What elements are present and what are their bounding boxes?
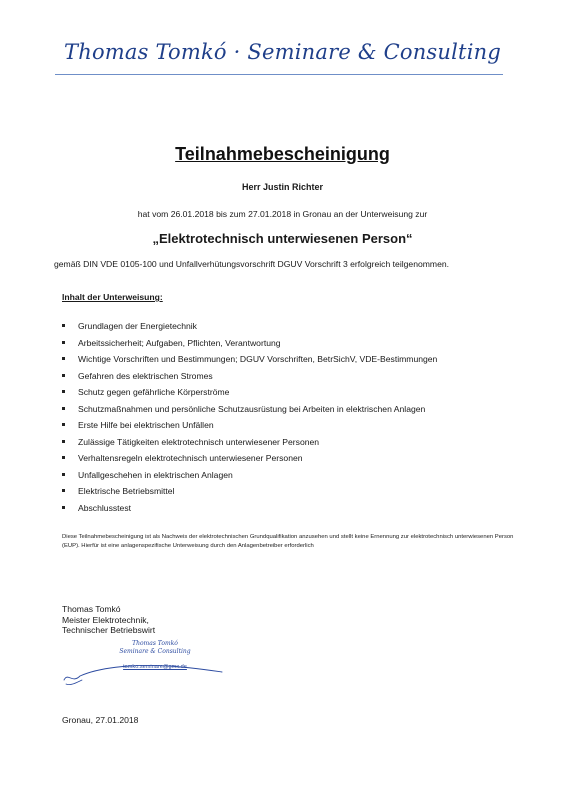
stamp-email: tomko.seminare@gmx.de — [123, 664, 187, 670]
list-item — [62, 351, 437, 368]
list-item — [62, 368, 437, 385]
list-item-label: Verhaltensregeln elektrotechnisch unterwiesener Personen — [78, 453, 303, 463]
stamp-line-1: Thomas Tomkó — [132, 640, 178, 647]
list-item-label: Arbeitssicherheit; Aufgaben, Pflichten, Verantwortung — [78, 337, 281, 348]
bullet-icon — [62, 440, 65, 443]
list-item-label: Abschlusstest — [78, 502, 132, 513]
signatory-name: Thomas Tomkó — [62, 604, 121, 614]
list-item — [62, 401, 437, 418]
signatory-block — [62, 604, 155, 636]
list-item — [62, 384, 437, 401]
qualification-title: „Elektrotechnisch unterwiesenen Person“ — [152, 231, 413, 246]
list-item — [62, 450, 437, 467]
list-item — [62, 483, 437, 500]
list-item — [62, 417, 437, 434]
place-and-date: Gronau, 27.01.2018 — [62, 715, 139, 725]
bullet-icon — [62, 341, 65, 344]
list-item — [62, 434, 437, 451]
list-item-label: Erste Hilfe bei elektrischen Unfällen — [78, 420, 214, 430]
attendance-line: hat vom 26.01.2018 bis zum 27.01.2018 in Gronau an der Unterweisung zur — [137, 209, 428, 219]
list-item-label: Schutz gegen gefährliche Körperströme — [78, 387, 230, 397]
content-heading: Inhalt der Unterweisung: — [62, 292, 163, 302]
signatory-title-1: Meister Elektrotechnik, — [62, 614, 149, 625]
bullet-icon — [62, 506, 65, 509]
bullet-icon — [62, 473, 65, 476]
list-item-label: Gefahren des elektrischen Stromes — [78, 370, 213, 381]
bullet-icon — [62, 374, 65, 377]
list-item — [62, 500, 437, 517]
bullet-icon — [62, 324, 65, 327]
list-item-label: Wichtige Vorschriften und Bestimmungen; DGUV Vorschriften, BetrSichV, VDE-Bestimmungen — [78, 354, 438, 364]
list-item-label: Unfallgeschehen in elektrischen Anlagen — [78, 469, 233, 480]
list-item-label: Elektrische Betriebsmittel — [78, 486, 175, 496]
document-title: Teilnahmebescheinigung — [175, 144, 390, 164]
list-item-label: Grundlagen der Energietechnik — [78, 321, 197, 331]
list-item-label: Zulässige Tätigkeiten elektrotechnisch unterwiesener Personen — [78, 436, 320, 447]
bullet-icon — [62, 390, 65, 393]
bullet-icon — [62, 357, 65, 360]
norm-line: gemäß DIN VDE 0105-100 und Unfallverhütungsvorschrift DGUV Vorschrift 3 erfolgreich teilgenommen. — [54, 259, 450, 269]
bullet-icon — [62, 423, 65, 426]
list-item-label: Schutzmaßnahmen und persönliche Schutzausrüstung bei Arbeiten in elektrischen Anlagen — [78, 403, 426, 414]
list-item — [62, 467, 437, 484]
recipient-name: Herr Justin Richter — [241, 182, 324, 192]
disclaimer-note: Diese Teilnahmebescheinigung ist als Nachweis der elektrotechnischen Grundqualifikation anzusehen und stellt keine Ernennung zur elektrotechnisch unterwiesenen Person (EUP). Hierfür ist eine anlagenspezifische Unterweisung durch den Anlagenbetreiber erforderlich — [62, 534, 514, 549]
bullet-icon — [62, 489, 65, 492]
handwritten-signature — [58, 647, 228, 690]
stamp-line-2: Seminare & Consulting — [119, 647, 191, 655]
company-name: Thomas Tomkó · Seminare & Consulting — [64, 40, 501, 64]
bullet-icon — [62, 456, 65, 459]
topic-list — [62, 318, 437, 516]
header-divider — [55, 74, 503, 75]
list-item — [62, 318, 437, 335]
signatory-title-2: Technischer Betriebswirt — [62, 625, 156, 636]
bullet-icon — [62, 407, 65, 410]
list-item — [62, 335, 437, 352]
